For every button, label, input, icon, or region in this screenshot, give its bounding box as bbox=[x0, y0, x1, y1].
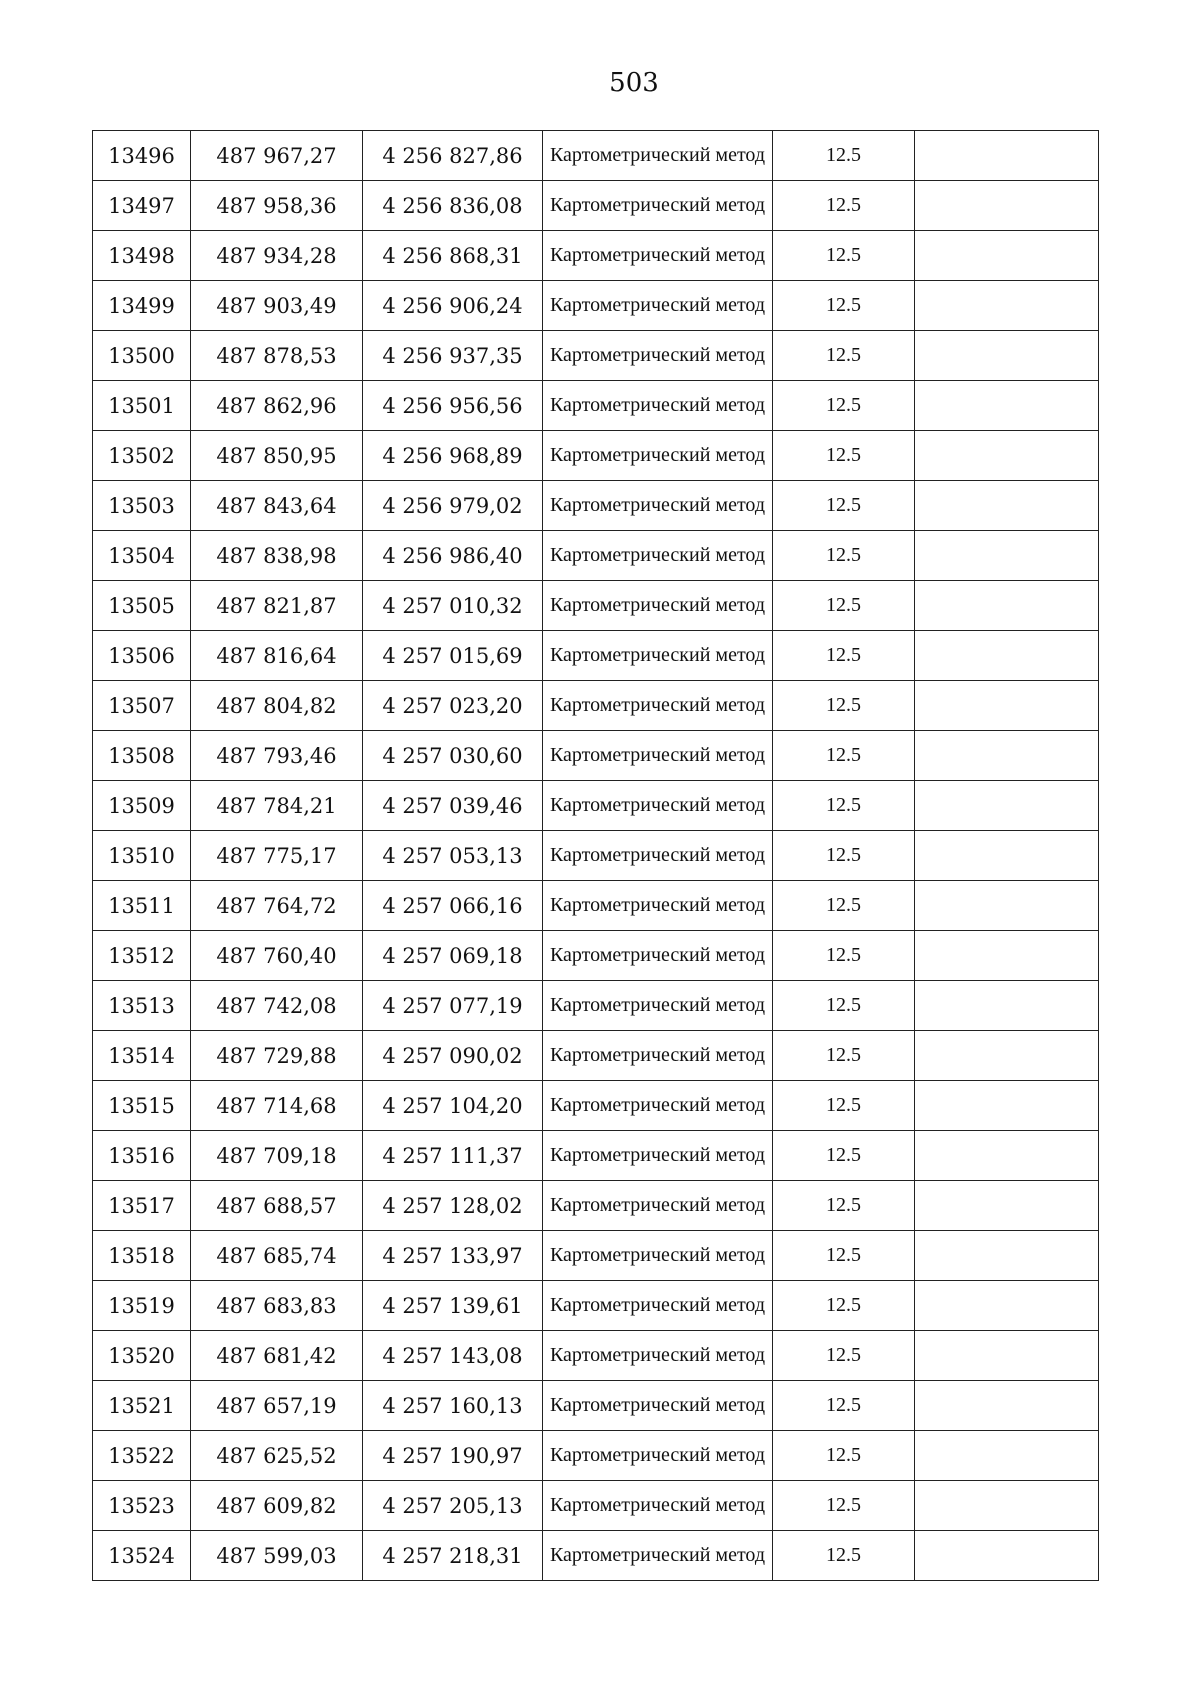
y-coordinate-cell: 4 257 030,60 bbox=[363, 731, 543, 781]
note-cell bbox=[915, 131, 1099, 181]
x-coordinate-cell: 487 714,68 bbox=[191, 1081, 363, 1131]
x-coordinate-cell: 487 804,82 bbox=[191, 681, 363, 731]
x-coordinate-cell: 487 850,95 bbox=[191, 431, 363, 481]
accuracy-cell: 12.5 bbox=[773, 531, 915, 581]
note-cell bbox=[915, 281, 1099, 331]
table-row bbox=[93, 1031, 1099, 1081]
y-coordinate-cell: 4 256 968,89 bbox=[363, 431, 543, 481]
x-coordinate-cell: 487 934,28 bbox=[191, 231, 363, 281]
note-cell bbox=[915, 931, 1099, 981]
table-body bbox=[93, 131, 1099, 1581]
y-coordinate-cell: 4 257 111,37 bbox=[363, 1131, 543, 1181]
table-row bbox=[93, 131, 1099, 181]
note-cell bbox=[915, 1381, 1099, 1431]
y-coordinate-cell: 4 257 066,16 bbox=[363, 881, 543, 931]
note-cell bbox=[915, 481, 1099, 531]
y-coordinate-cell: 4 256 986,40 bbox=[363, 531, 543, 581]
accuracy-cell: 12.5 bbox=[773, 681, 915, 731]
note-cell bbox=[915, 881, 1099, 931]
y-coordinate-cell: 4 256 979,02 bbox=[363, 481, 543, 531]
x-coordinate-cell: 487 775,17 bbox=[191, 831, 363, 881]
table-row bbox=[93, 481, 1099, 531]
point-number-cell: 13504 bbox=[93, 531, 191, 581]
method-cell: Картометрический метод bbox=[543, 881, 773, 931]
accuracy-cell: 12.5 bbox=[773, 581, 915, 631]
table-row bbox=[93, 831, 1099, 881]
table-row bbox=[93, 531, 1099, 581]
accuracy-cell: 12.5 bbox=[773, 1081, 915, 1131]
point-number-cell: 13515 bbox=[93, 1081, 191, 1131]
note-cell bbox=[915, 1281, 1099, 1331]
x-coordinate-cell: 487 657,19 bbox=[191, 1381, 363, 1431]
x-coordinate-cell: 487 862,96 bbox=[191, 381, 363, 431]
accuracy-cell: 12.5 bbox=[773, 1381, 915, 1431]
point-number-cell: 13517 bbox=[93, 1181, 191, 1231]
method-cell: Картометрический метод bbox=[543, 981, 773, 1031]
note-cell bbox=[915, 531, 1099, 581]
method-cell: Картометрический метод bbox=[543, 531, 773, 581]
point-number-cell: 13508 bbox=[93, 731, 191, 781]
method-cell: Картометрический метод bbox=[543, 381, 773, 431]
x-coordinate-cell: 487 609,82 bbox=[191, 1481, 363, 1531]
x-coordinate-cell: 487 967,27 bbox=[191, 131, 363, 181]
point-number-cell: 13499 bbox=[93, 281, 191, 331]
accuracy-cell: 12.5 bbox=[773, 831, 915, 881]
note-cell bbox=[915, 831, 1099, 881]
method-cell: Картометрический метод bbox=[543, 331, 773, 381]
x-coordinate-cell: 487 729,88 bbox=[191, 1031, 363, 1081]
table-row bbox=[93, 331, 1099, 381]
accuracy-cell: 12.5 bbox=[773, 381, 915, 431]
y-coordinate-cell: 4 257 205,13 bbox=[363, 1481, 543, 1531]
method-cell: Картометрический метод bbox=[543, 1031, 773, 1081]
y-coordinate-cell: 4 257 015,69 bbox=[363, 631, 543, 681]
accuracy-cell: 12.5 bbox=[773, 1131, 915, 1181]
accuracy-cell: 12.5 bbox=[773, 1231, 915, 1281]
method-cell: Картометрический метод bbox=[543, 281, 773, 331]
point-number-cell: 13524 bbox=[93, 1531, 191, 1581]
accuracy-cell: 12.5 bbox=[773, 1031, 915, 1081]
note-cell bbox=[915, 1531, 1099, 1581]
x-coordinate-cell: 487 958,36 bbox=[191, 181, 363, 231]
method-cell: Картометрический метод bbox=[543, 1331, 773, 1381]
y-coordinate-cell: 4 257 218,31 bbox=[363, 1531, 543, 1581]
table-row bbox=[93, 731, 1099, 781]
y-coordinate-cell: 4 257 077,19 bbox=[363, 981, 543, 1031]
coordinates-table bbox=[92, 130, 1099, 1581]
accuracy-cell: 12.5 bbox=[773, 1281, 915, 1331]
note-cell bbox=[915, 1131, 1099, 1181]
point-number-cell: 13501 bbox=[93, 381, 191, 431]
accuracy-cell: 12.5 bbox=[773, 981, 915, 1031]
note-cell bbox=[915, 431, 1099, 481]
method-cell: Картометрический метод bbox=[543, 1231, 773, 1281]
accuracy-cell: 12.5 bbox=[773, 1331, 915, 1381]
point-number-cell: 13506 bbox=[93, 631, 191, 681]
accuracy-cell: 12.5 bbox=[773, 181, 915, 231]
accuracy-cell: 12.5 bbox=[773, 781, 915, 831]
table-row bbox=[93, 631, 1099, 681]
page-number: 503 bbox=[609, 68, 659, 98]
table-row bbox=[93, 1131, 1099, 1181]
table-row bbox=[93, 1381, 1099, 1431]
point-number-cell: 13498 bbox=[93, 231, 191, 281]
method-cell: Картометрический метод bbox=[543, 1181, 773, 1231]
accuracy-cell: 12.5 bbox=[773, 481, 915, 531]
x-coordinate-cell: 487 683,83 bbox=[191, 1281, 363, 1331]
note-cell bbox=[915, 1181, 1099, 1231]
note-cell bbox=[915, 1031, 1099, 1081]
point-number-cell: 13521 bbox=[93, 1381, 191, 1431]
x-coordinate-cell: 487 784,21 bbox=[191, 781, 363, 831]
x-coordinate-cell: 487 793,46 bbox=[191, 731, 363, 781]
table-row bbox=[93, 1281, 1099, 1331]
point-number-cell: 13496 bbox=[93, 131, 191, 181]
table-row bbox=[93, 1081, 1099, 1131]
point-number-cell: 13510 bbox=[93, 831, 191, 881]
method-cell: Картометрический метод bbox=[543, 931, 773, 981]
method-cell: Картометрический метод bbox=[543, 581, 773, 631]
method-cell: Картометрический метод bbox=[543, 1481, 773, 1531]
y-coordinate-cell: 4 257 133,97 bbox=[363, 1231, 543, 1281]
method-cell: Картометрический метод bbox=[543, 631, 773, 681]
x-coordinate-cell: 487 742,08 bbox=[191, 981, 363, 1031]
point-number-cell: 13509 bbox=[93, 781, 191, 831]
point-number-cell: 13516 bbox=[93, 1131, 191, 1181]
y-coordinate-cell: 4 257 160,13 bbox=[363, 1381, 543, 1431]
method-cell: Картометрический метод bbox=[543, 1381, 773, 1431]
y-coordinate-cell: 4 257 104,20 bbox=[363, 1081, 543, 1131]
y-coordinate-cell: 4 257 143,08 bbox=[363, 1331, 543, 1381]
accuracy-cell: 12.5 bbox=[773, 1181, 915, 1231]
method-cell: Картометрический метод bbox=[543, 1281, 773, 1331]
y-coordinate-cell: 4 257 128,02 bbox=[363, 1181, 543, 1231]
table-row bbox=[93, 781, 1099, 831]
table-row bbox=[93, 1331, 1099, 1381]
table-row bbox=[93, 931, 1099, 981]
point-number-cell: 13507 bbox=[93, 681, 191, 731]
method-cell: Картометрический метод bbox=[543, 1081, 773, 1131]
point-number-cell: 13503 bbox=[93, 481, 191, 531]
method-cell: Картометрический метод bbox=[543, 781, 773, 831]
method-cell: Картометрический метод bbox=[543, 431, 773, 481]
point-number-cell: 13511 bbox=[93, 881, 191, 931]
method-cell: Картометрический метод bbox=[543, 831, 773, 881]
point-number-cell: 13497 bbox=[93, 181, 191, 231]
x-coordinate-cell: 487 625,52 bbox=[191, 1431, 363, 1481]
note-cell bbox=[915, 181, 1099, 231]
y-coordinate-cell: 4 257 139,61 bbox=[363, 1281, 543, 1331]
y-coordinate-cell: 4 256 956,56 bbox=[363, 381, 543, 431]
note-cell bbox=[915, 381, 1099, 431]
method-cell: Картометрический метод bbox=[543, 231, 773, 281]
table-row bbox=[93, 231, 1099, 281]
table-row bbox=[93, 581, 1099, 631]
note-cell bbox=[915, 1081, 1099, 1131]
table-row bbox=[93, 281, 1099, 331]
point-number-cell: 13522 bbox=[93, 1431, 191, 1481]
note-cell bbox=[915, 581, 1099, 631]
accuracy-cell: 12.5 bbox=[773, 1481, 915, 1531]
x-coordinate-cell: 487 760,40 bbox=[191, 931, 363, 981]
method-cell: Картометрический метод bbox=[543, 131, 773, 181]
note-cell bbox=[915, 631, 1099, 681]
accuracy-cell: 12.5 bbox=[773, 1531, 915, 1581]
point-number-cell: 13512 bbox=[93, 931, 191, 981]
accuracy-cell: 12.5 bbox=[773, 631, 915, 681]
note-cell bbox=[915, 331, 1099, 381]
x-coordinate-cell: 487 903,49 bbox=[191, 281, 363, 331]
method-cell: Картометрический метод bbox=[543, 731, 773, 781]
y-coordinate-cell: 4 257 053,13 bbox=[363, 831, 543, 881]
x-coordinate-cell: 487 685,74 bbox=[191, 1231, 363, 1281]
table-row bbox=[93, 981, 1099, 1031]
table-row bbox=[93, 1431, 1099, 1481]
accuracy-cell: 12.5 bbox=[773, 131, 915, 181]
point-number-cell: 13520 bbox=[93, 1331, 191, 1381]
y-coordinate-cell: 4 256 906,24 bbox=[363, 281, 543, 331]
point-number-cell: 13523 bbox=[93, 1481, 191, 1531]
note-cell bbox=[915, 1431, 1099, 1481]
accuracy-cell: 12.5 bbox=[773, 431, 915, 481]
y-coordinate-cell: 4 257 023,20 bbox=[363, 681, 543, 731]
table-row bbox=[93, 431, 1099, 481]
point-number-cell: 13505 bbox=[93, 581, 191, 631]
method-cell: Картометрический метод bbox=[543, 1131, 773, 1181]
accuracy-cell: 12.5 bbox=[773, 731, 915, 781]
x-coordinate-cell: 487 599,03 bbox=[191, 1531, 363, 1581]
y-coordinate-cell: 4 256 827,86 bbox=[363, 131, 543, 181]
point-number-cell: 13513 bbox=[93, 981, 191, 1031]
note-cell bbox=[915, 981, 1099, 1031]
table-row bbox=[93, 381, 1099, 431]
y-coordinate-cell: 4 257 190,97 bbox=[363, 1431, 543, 1481]
y-coordinate-cell: 4 257 039,46 bbox=[363, 781, 543, 831]
accuracy-cell: 12.5 bbox=[773, 931, 915, 981]
method-cell: Картометрический метод bbox=[543, 681, 773, 731]
note-cell bbox=[915, 1331, 1099, 1381]
x-coordinate-cell: 487 681,42 bbox=[191, 1331, 363, 1381]
note-cell bbox=[915, 1481, 1099, 1531]
point-number-cell: 13502 bbox=[93, 431, 191, 481]
table-row bbox=[93, 1531, 1099, 1581]
method-cell: Картометрический метод bbox=[543, 1531, 773, 1581]
note-cell bbox=[915, 781, 1099, 831]
x-coordinate-cell: 487 878,53 bbox=[191, 331, 363, 381]
method-cell: Картометрический метод bbox=[543, 481, 773, 531]
point-number-cell: 13500 bbox=[93, 331, 191, 381]
x-coordinate-cell: 487 764,72 bbox=[191, 881, 363, 931]
table-row bbox=[93, 1231, 1099, 1281]
note-cell bbox=[915, 1231, 1099, 1281]
x-coordinate-cell: 487 688,57 bbox=[191, 1181, 363, 1231]
note-cell bbox=[915, 231, 1099, 281]
accuracy-cell: 12.5 bbox=[773, 281, 915, 331]
note-cell bbox=[915, 681, 1099, 731]
accuracy-cell: 12.5 bbox=[773, 331, 915, 381]
accuracy-cell: 12.5 bbox=[773, 231, 915, 281]
table-row bbox=[93, 1481, 1099, 1531]
x-coordinate-cell: 487 838,98 bbox=[191, 531, 363, 581]
y-coordinate-cell: 4 257 010,32 bbox=[363, 581, 543, 631]
table-row bbox=[93, 1181, 1099, 1231]
point-number-cell: 13519 bbox=[93, 1281, 191, 1331]
accuracy-cell: 12.5 bbox=[773, 881, 915, 931]
accuracy-cell: 12.5 bbox=[773, 1431, 915, 1481]
method-cell: Картометрический метод bbox=[543, 1431, 773, 1481]
note-cell bbox=[915, 731, 1099, 781]
x-coordinate-cell: 487 709,18 bbox=[191, 1131, 363, 1181]
method-cell: Картометрический метод bbox=[543, 181, 773, 231]
table-row bbox=[93, 881, 1099, 931]
y-coordinate-cell: 4 256 868,31 bbox=[363, 231, 543, 281]
point-number-cell: 13518 bbox=[93, 1231, 191, 1281]
y-coordinate-cell: 4 256 937,35 bbox=[363, 331, 543, 381]
y-coordinate-cell: 4 257 090,02 bbox=[363, 1031, 543, 1081]
x-coordinate-cell: 487 843,64 bbox=[191, 481, 363, 531]
x-coordinate-cell: 487 816,64 bbox=[191, 631, 363, 681]
y-coordinate-cell: 4 256 836,08 bbox=[363, 181, 543, 231]
point-number-cell: 13514 bbox=[93, 1031, 191, 1081]
y-coordinate-cell: 4 257 069,18 bbox=[363, 931, 543, 981]
table-row bbox=[93, 681, 1099, 731]
x-coordinate-cell: 487 821,87 bbox=[191, 581, 363, 631]
table-row bbox=[93, 181, 1099, 231]
